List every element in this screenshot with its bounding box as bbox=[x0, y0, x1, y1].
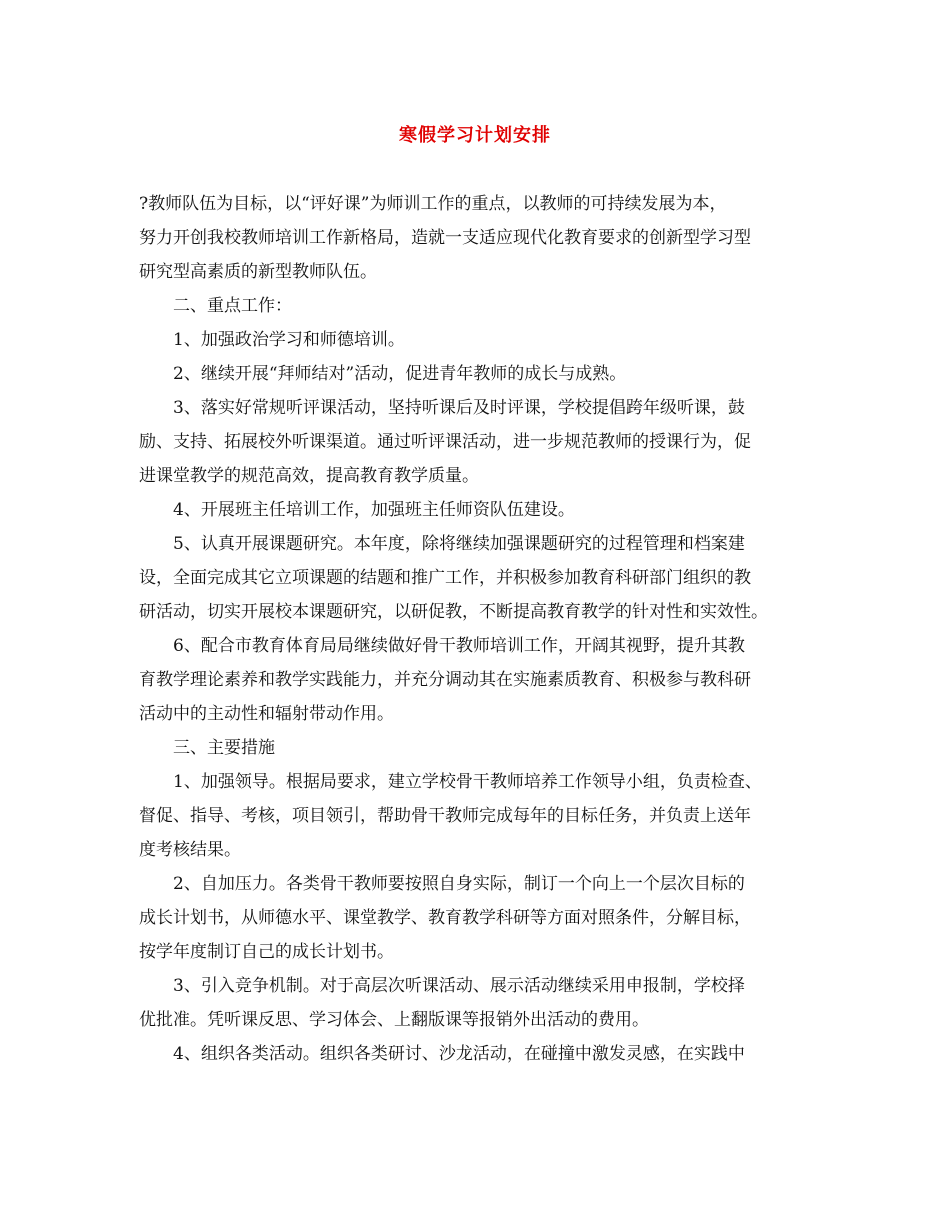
list-item: 1、加强政治学习和师德培训。 bbox=[173, 330, 405, 350]
paragraph-line: 按学年度制订自己的成长计划书。 bbox=[139, 942, 394, 962]
list-item: 5、认真开展课题研究。本年度，除将继续加强课题研究的过程管理和档案建 bbox=[173, 534, 745, 554]
paragraph-line: 进课堂教学的规范高效，提高教育教学质量。 bbox=[139, 466, 479, 486]
document-body bbox=[139, 187, 829, 1071]
list-item: 2、继续开展“拜师结对”活动，促进青年教师的成长与成熟。 bbox=[173, 364, 627, 384]
paragraph-line: 励、支持、拓展校外听课渠道。通过听评课活动，进一步规范教师的授课行为，促 bbox=[139, 432, 751, 452]
paragraph-line: 优批准。凭听课反思、学习体会、上翻版课等报销外出活动的费用。 bbox=[139, 1010, 649, 1030]
list-item: 4、组织各类活动。组织各类研讨、沙龙活动，在碰撞中激发灵感，在实践中 bbox=[173, 1044, 745, 1064]
paragraph-line: 活动中的主动性和辐射带动作用。 bbox=[139, 704, 394, 724]
paragraph-line: 成长计划书，从师德水平、课堂教学、教育教学科研等方面对照条件，分解目标， bbox=[139, 908, 751, 928]
paragraph-line: ?教师队伍为目标，以“评好课”为师训工作的重点，以教师的可持续发展为本， bbox=[139, 194, 727, 214]
paragraph-line: 研活动，切实开展校本课题研究，以研促教，不断提高教育教学的针对性和实效性。 bbox=[139, 602, 768, 622]
paragraph-line: 督促、指导、考核，项目领引，帮助骨干教师完成每年的目标任务，并负责上送年 bbox=[139, 806, 751, 826]
paragraph-line: 育教学理论素养和教学实践能力，并充分调动其在实施素质教育、积极参与教科研 bbox=[139, 670, 751, 690]
list-item: 4、开展班主任培训工作，加强班主任师资队伍建设。 bbox=[173, 500, 575, 520]
list-item: 2、自加压力。各类骨干教师要按照自身实际，制订一个向上一个层次目标的 bbox=[173, 874, 745, 894]
document-title: 寒假学习计划安排 bbox=[399, 125, 551, 146]
list-item: 1、加强领导。根据局要求，建立学校骨干教师培养工作领导小组，负责检查、 bbox=[173, 772, 762, 792]
section-heading: 二、重点工作： bbox=[173, 296, 292, 316]
list-item: 6、配合市教育体育局局继续做好骨干教师培训工作，开阔其视野，提升其教 bbox=[173, 636, 745, 656]
section-heading: 三、主要措施 bbox=[173, 738, 275, 758]
paragraph-line: 度考核结果。 bbox=[139, 840, 241, 860]
list-item: 3、引入竞争机制。对于高层次听课活动、展示活动继续采用申报制，学校择 bbox=[173, 976, 745, 996]
paragraph-line: 研究型高素质的新型教师队伍。 bbox=[139, 262, 377, 282]
list-item: 3、落实好常规听评课活动，坚持听课后及时评课，学校提倡跨年级听课，鼓 bbox=[173, 398, 745, 418]
paragraph-line: 努力开创我校教师培训工作新格局，造就一支适应现代化教育要求的创新型学习型 bbox=[139, 228, 751, 248]
paragraph-line: 设，全面完成其它立项课题的结题和推广工作，并积极参加教育科研部门组织的教 bbox=[139, 568, 751, 588]
